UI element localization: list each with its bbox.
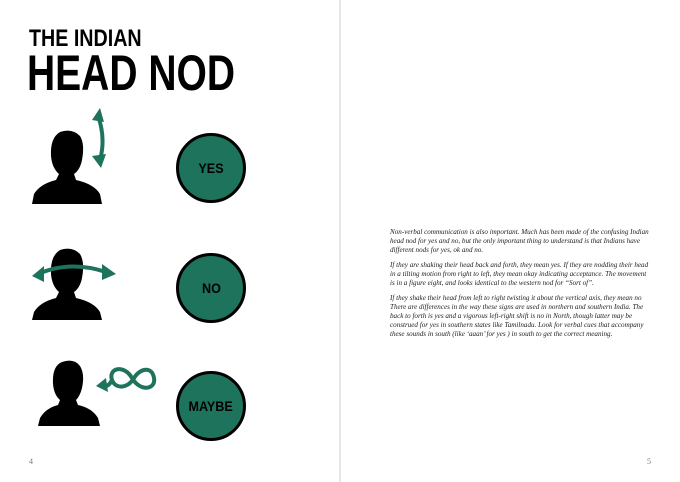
- answer-label-yes: YES: [198, 160, 224, 176]
- body-text: [390, 228, 652, 345]
- page-number-left: 4: [29, 457, 33, 466]
- vertical-double-arrow-icon: [30, 108, 170, 208]
- figure-eight-arrow-icon: [30, 350, 170, 450]
- head-figure-yes: [30, 108, 170, 208]
- title-line-2: HEAD NOD: [27, 45, 236, 101]
- answer-label-maybe: MAYBE: [188, 398, 234, 414]
- answer-circle-maybe: [176, 371, 246, 441]
- paragraph-2: If they are shaking their head back and forth, they mean yes. If they are nodding their head in a tilting motion from right to left, they mean okay indicating acceptance. The movement is in a figure eight, and looks identical to the western nod for “Sort of”.: [390, 261, 649, 287]
- page-number-right: 5: [647, 457, 651, 466]
- answer-circle-no: [176, 253, 246, 323]
- answer-circle-yes: [176, 133, 246, 203]
- head-figure-no: [30, 230, 170, 330]
- horizontal-double-arrow-icon: [30, 230, 170, 330]
- answer-label-no: NO: [201, 280, 221, 296]
- paragraph-3: If they shake their head from left to right twisting it about the vertical axis, they mean no There are differences in the way these signs are used in northern and southern India. The back to forth is yes and a vigorous left-right shift is no in North, though latter may be construed for yes in southern states like Tamilnadu. Look for verbal cues that accompany these sounds in south (like ‘aaan’ for yes ) in south to get the correct meaning.: [390, 294, 644, 338]
- head-figure-maybe: [30, 350, 170, 450]
- left-page: [0, 0, 339, 482]
- paragraph-1: Non-verbal communication is also important. Much has been made of the confusing Indian head nod for yes and no, but the only important thing to understand is that Indians have different nods for yes, ok and no.: [390, 228, 649, 254]
- title-line-1: THE INDIAN: [29, 25, 142, 52]
